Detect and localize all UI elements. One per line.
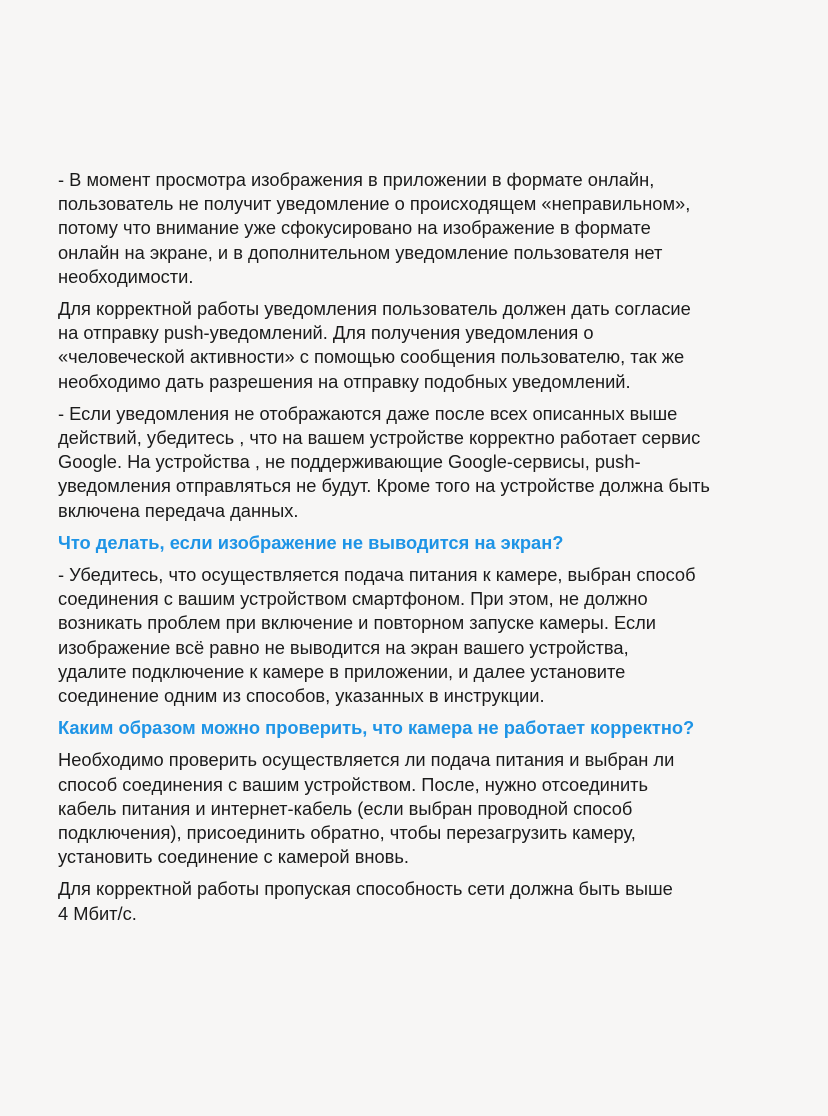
- paragraph-camera-check-answer: Необходимо проверить осуществляется ли подача питания и выбран ли способ соединения с вашим устройством. После, нужно отсоединить кабель питания и интернет-кабель (если выбран проводной способ подключения), присоединить обратно, чтобы перезагрузить камеру, установить соединение с камерой вновь.: [58, 749, 675, 868]
- paragraph-google-services: - Если уведомления не отображаются даже после всех описанных выше действий, убедитесь , что на вашем устройстве корректно работает сервис Google. На устройства , не поддерживающие Google-сервисы, push- уведомления отправляться не будут. Кроме того на устройстве должна быть включена передача данных.: [58, 402, 710, 521]
- paragraph-push-permission: Для корректной работы уведомления пользователь должен дать согласие на отправку push-уведомлений. Для получения уведомления о «человеческой активности» с помощью сообщения пользователю, так же необходимо дать разрешения на отправку подобных уведомлений.: [58, 298, 691, 392]
- paragraph-online-viewing-notice: - В момент просмотра изображения в приложении в формате онлайн, пользователь не получит уведомление о происходящем «неправильном», потому что внимание уже сфокусировано на изображение в формате онлайн на экране, и в дополнительном уведомление пользователя нет необходимости.: [58, 169, 691, 287]
- faq-document: [58, 168, 778, 934]
- heading-camera-check: Каким образом можно проверить, что камера не работает корректно?: [58, 717, 695, 739]
- paragraph-bandwidth: Для корректной работы пропуская способность сети должна быть выше 4 Мбит/с.: [58, 878, 673, 924]
- heading-no-image: Что делать, если изображение не выводится на экран?: [58, 531, 564, 553]
- paragraph-no-image-answer: - Убедитесь, что осуществляется подача питания к камере, выбран способ соединения с вашим устройством смартфоном. При этом, не должно возникать проблем при включение и повторном запуске камеры. Если изображение всё равно не выводится на экран вашего устройства, удалите подключение к камере в приложении, и далее установите соединение одним из способов, указанных в инструкции.: [58, 564, 696, 707]
